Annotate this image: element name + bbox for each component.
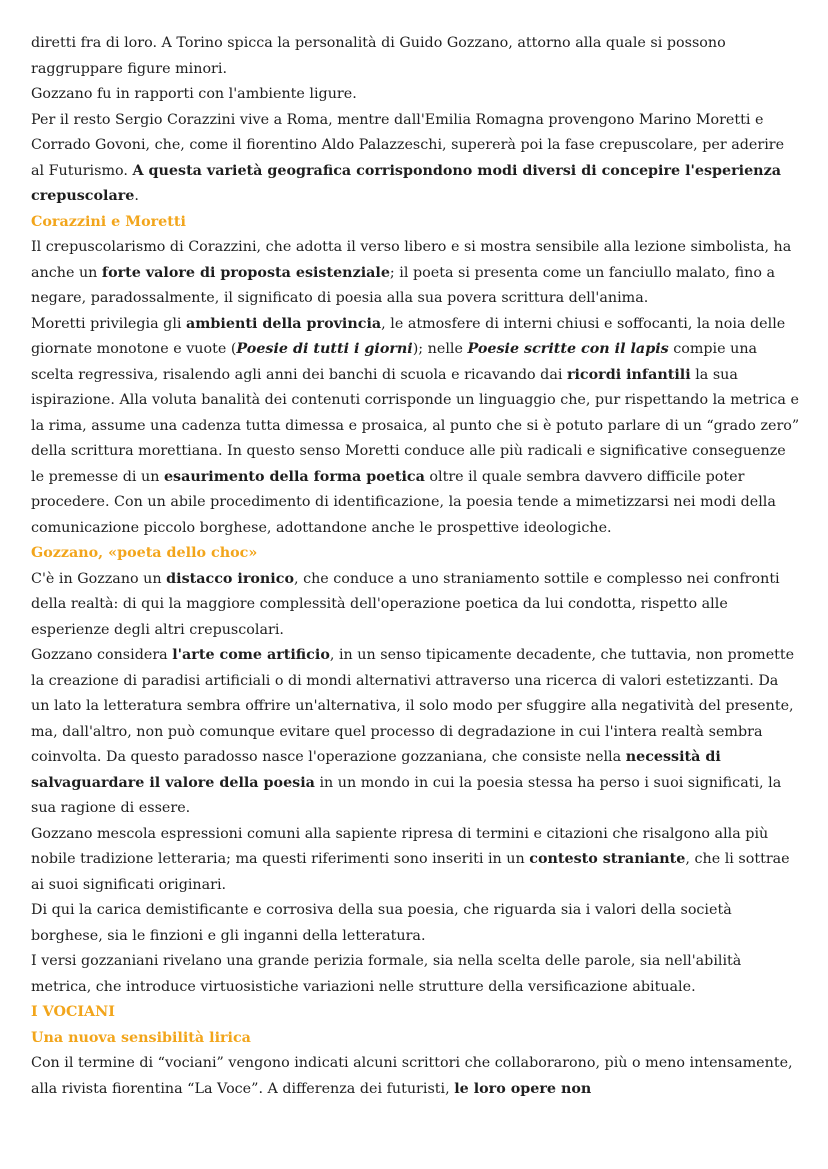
paragraph-geografia: Per il resto Sergio Corazzini vive a Roma, mentre dall'Emilia Romagna provengono Marino Moretti e Corrado Govoni, che, come il fiorentino Aldo Palazzeschi, supererà poi la fase crepuscolare, per aderire al Futurismo. A questa varietà geografica corrispondono modi diversi di concepire l'esperienza crepuscolare. — [31, 111, 785, 204]
document-page — [31, 31, 801, 1102]
paragraph-vociani-intro: Con il termine di “vociani” vengono indicati alcuni scrittori che collaborarono, più o meno intensamente, alla rivista fiorentina “La Voce”. A differenza dei futuristi, le loro opere non — [31, 1055, 793, 1097]
paragraph-corazzini: Il crepuscolarismo di Corazzini, che adotta il verso libero e si mostra sensibile alla lezione simbolista, ha anche un forte valore di proposta esistenziale; il poeta si presenta come un fanciullo malato, fino a negare, paradossalmente, il significato di poesia alla sua povera scrittura dell'anima. — [31, 239, 792, 306]
heading-vociani: I VOCIANI — [31, 1004, 115, 1020]
paragraph-contesto-straniante: Gozzano mescola espressioni comuni alla sapiente ripresa di termini e citazioni che risalgono alla più nobile tradizione letteraria; ma questi riferimenti sono inseriti in un contesto straniante, che li sottrae ai suoi significati originari. — [31, 825, 790, 893]
paragraph-torino: diretti fra di loro. A Torino spicca la personalità di Guido Gozzano, attorno alla quale si possono raggruppare figure minori. — [31, 35, 726, 77]
paragraph-arte-artificio: Gozzano considera l'arte come artificio, in un senso tipicamente decadente, che tuttavia, non promette la creazione di paradisi artificiali o di mondi alternativi attraverso una ricerca di valori estetizzanti. Da un lato la letteratura sembra offrire un'alternativa, il solo modo per sfuggire alla negatività del presente, ma, dall'altro, non può comunque evitare quel processo di degradazione in cui l'intera realtà sembra coinvolta. Da questo paradosso nasce l'operazione gozzaniana, che consiste nella necessità di salvaguardare il valore della poesia in un mondo in cui la poesia stessa ha perso i suoi significati, la sua ragione di essere. — [31, 647, 795, 816]
paragraph-liguria: Gozzano fu in rapporti con l'ambiente ligure. — [31, 86, 357, 102]
paragraph-moretti: Moretti privilegia gli ambienti della provincia, le atmosfere di interni chiusi e soffocanti, la noia delle giornate monotone e vuote (Poesie di tutti i giorni); nelle Poesie scritte con il lapis compie una scelta regressiva, risalendo agli anni dei banchi di scuola e ricavando dai ricordi infantili la sua ispirazione. Alla voluta banalità dei contenuti corrisponde un linguaggio che, pur rispettando la metrica e la rima, assume una cadenza tutta dimessa e prosaica, al punto che si è potuto parlare di un “grado zero” della scrittura morettiana. In questo senso Moretti conduce alle più radicali e significative conseguenze le premesse di un esaurimento della forma poetica oltre il quale sembra davvero difficile poter procedere. Con un abile procedimento di identificazione, la poesia tende a mimetizzarsi nei modi della comunicazione piccolo borghese, adottandone anche le prospettive ideologiche. — [31, 315, 800, 536]
paragraph-distacco-ironico: C'è in Gozzano un distacco ironico, che conduce a uno straniamento sottile e complesso nei confronti della realtà: di qui la maggiore complessità dell'operazione poetica da lui condotta, rispetto alle esperienze degli altri crepuscolari. — [31, 570, 780, 638]
paragraph-perizia-formale: I versi gozzaniani rivelano una grande perizia formale, sia nella scelta delle parole, sia nell'abilità metrica, che introduce virtuosistiche variazioni nelle strutture della versificazione abituale. — [31, 953, 742, 995]
heading-gozzano: Gozzano, «poeta dello choc» — [31, 545, 258, 561]
heading-corazzini-moretti: Corazzini e Moretti — [31, 213, 186, 230]
paragraph-carica-demistificante: Di qui la carica demistificante e corrosiva della sua poesia, che riguarda sia i valori della società borghese, sia le finzioni e gli inganni della letteratura. — [31, 902, 732, 944]
heading-nuova-sensibilita: Una nuova sensibilità lirica — [31, 1029, 251, 1046]
